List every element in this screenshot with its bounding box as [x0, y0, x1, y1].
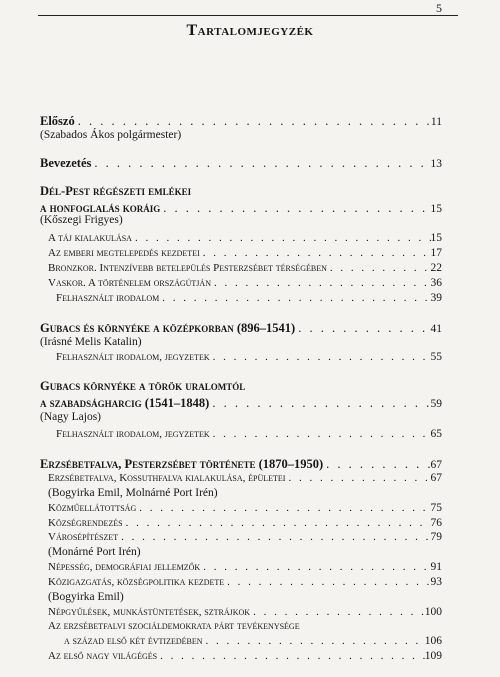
dot-leader	[210, 351, 431, 363]
toc-title: a szabadságharcig (1541–1848)	[40, 396, 210, 410]
toc-subtitle: Vaskor. A történelem országútján	[48, 277, 211, 289]
toc-page: 11	[430, 116, 442, 128]
toc-page: 41	[430, 323, 442, 335]
dot-leader	[75, 114, 431, 129]
dot-leader	[136, 502, 430, 514]
toc-page: 65	[430, 428, 442, 440]
toc-subtitle: Felhasznált irodalom, jegyzetek	[56, 428, 210, 440]
toc-page: 109	[424, 650, 442, 662]
toc-subentry[interactable]	[48, 472, 442, 484]
dot-leader	[160, 201, 430, 216]
dot-leader	[285, 472, 430, 484]
dot-leader	[132, 232, 431, 244]
dot-leader	[203, 635, 425, 647]
toc-subentry[interactable]	[48, 502, 442, 514]
toc-subentry[interactable]	[56, 292, 442, 304]
toc-subentry[interactable]	[64, 635, 442, 647]
toc-page: 106	[424, 635, 442, 647]
toc-subentry[interactable]	[56, 428, 442, 440]
toc-page: 67	[430, 459, 442, 471]
toc-author: (Nagy Lajos)	[40, 411, 101, 423]
toc-subentry[interactable]	[48, 531, 442, 543]
toc-page: 75	[430, 502, 442, 514]
toc-subtitle: Városépítészet	[48, 531, 119, 543]
toc-author: (Bogyirka Emil)	[48, 591, 124, 603]
toc-author: (Bogyirka Emil, Molnárné Port Irén)	[48, 487, 218, 499]
header-rule	[38, 15, 458, 16]
dot-leader	[159, 292, 430, 304]
toc-title: Erzsébetfalva, Pesterzsébet története (1870–1950)	[40, 457, 324, 471]
toc-title: Előszó	[40, 114, 75, 128]
toc-title-line: Dél-Pest régészeti emlékei	[40, 184, 192, 198]
dot-leader	[250, 606, 425, 618]
toc-entry-eloszo[interactable]	[40, 114, 442, 129]
dot-leader	[210, 428, 431, 440]
toc-page: 55	[430, 351, 442, 363]
toc-subtitle: Az első nagy világégés	[48, 650, 158, 662]
toc-subentry[interactable]	[48, 232, 442, 244]
toc-page: 76	[430, 517, 442, 529]
toc-subentry[interactable]	[48, 247, 442, 259]
toc-subtitle: Erzsébetfalva, Kossuthfalva kialakulása, épületei	[48, 472, 286, 484]
dot-leader	[91, 156, 430, 171]
toc-entry-gubacs-kozepkor[interactable]	[40, 321, 442, 336]
toc-author: (Szabados Ákos polgármester)	[40, 129, 182, 141]
toc-subtitle: Népgyűlések, munkástüntetések, sztrájkok	[48, 606, 251, 618]
toc-page: 100	[424, 606, 442, 618]
dot-leader	[118, 531, 430, 543]
toc-page: 15	[430, 203, 442, 215]
toc-subentry[interactable]	[48, 561, 442, 573]
toc-page: 22	[430, 262, 442, 274]
toc-subtitle: Felhasznált irodalom	[56, 292, 160, 304]
toc-page: 91	[430, 561, 442, 573]
toc-subentry[interactable]	[48, 277, 442, 289]
toc-subtitle: Községrendezés	[48, 517, 123, 529]
toc-entry-gubacs-torok[interactable]	[40, 396, 442, 411]
toc-page: 15	[430, 232, 442, 244]
dot-leader	[123, 517, 431, 529]
dot-leader	[200, 561, 430, 573]
toc-subtitle-line: Az erzsébetfalvi szociáldemokrata párt tevékenysége	[48, 620, 300, 632]
page-title: Tartalomjegyzék	[186, 22, 314, 39]
dot-leader	[209, 396, 430, 411]
toc-author: (Monárné Port Irén)	[48, 546, 141, 558]
toc-title: Bevezetés	[40, 156, 92, 170]
toc-entry-bevezetes[interactable]	[40, 156, 442, 171]
toc-page: 13	[430, 158, 442, 170]
toc-subtitle: Közműellátottság	[48, 502, 137, 514]
toc-subtitle: Bronzkor. Intenzívebb betelepülés Pesterzsébet térségében	[48, 262, 327, 274]
toc-page: 93	[430, 576, 442, 588]
toc-page: 59	[430, 398, 442, 410]
dot-leader	[323, 457, 430, 472]
toc-page: 79	[430, 531, 442, 543]
toc-author: (Irásné Melis Katalin)	[40, 336, 142, 348]
toc-subentry[interactable]	[48, 262, 442, 274]
toc-subentry[interactable]	[48, 650, 442, 662]
dot-leader	[200, 247, 431, 259]
page-number: 5	[436, 1, 442, 15]
dot-leader	[211, 277, 431, 289]
toc-page: 39	[430, 292, 442, 304]
toc-title: a honfoglalás koráig	[40, 201, 161, 215]
toc-subtitle: Az emberi megtelepedés kezdetei	[48, 247, 200, 259]
toc-subtitle: Népesség, demográfiai jellemzők	[48, 561, 201, 573]
toc-title: Gubacs és környéke a középkorban (896–1541)	[40, 321, 296, 335]
toc-page: 67	[430, 472, 442, 484]
toc-subentry[interactable]	[48, 606, 442, 618]
toc-subtitle: a század első két évtizedében	[64, 635, 203, 647]
toc-page: 17	[430, 247, 442, 259]
toc-subentry[interactable]	[48, 517, 442, 529]
toc-page: 36	[430, 277, 442, 289]
toc-subtitle: A táj kialakulása	[48, 232, 132, 244]
toc-subtitle: Felhasznált irodalom, jegyzetek	[56, 351, 210, 363]
dot-leader	[295, 321, 430, 336]
toc-subentry[interactable]	[56, 351, 442, 363]
toc-title-line: Gubacs környéke a török uralomtól	[40, 379, 246, 393]
dot-leader	[327, 262, 431, 274]
dot-leader	[157, 650, 425, 662]
toc-author: (Kőszegi Frigyes)	[40, 214, 123, 226]
toc-subentry[interactable]	[48, 576, 442, 588]
toc-entry-erzsebetfalva[interactable]	[40, 457, 442, 472]
dot-leader	[224, 576, 430, 588]
toc-subtitle: Közigazgatás, községpolitika kezdete	[48, 576, 225, 588]
